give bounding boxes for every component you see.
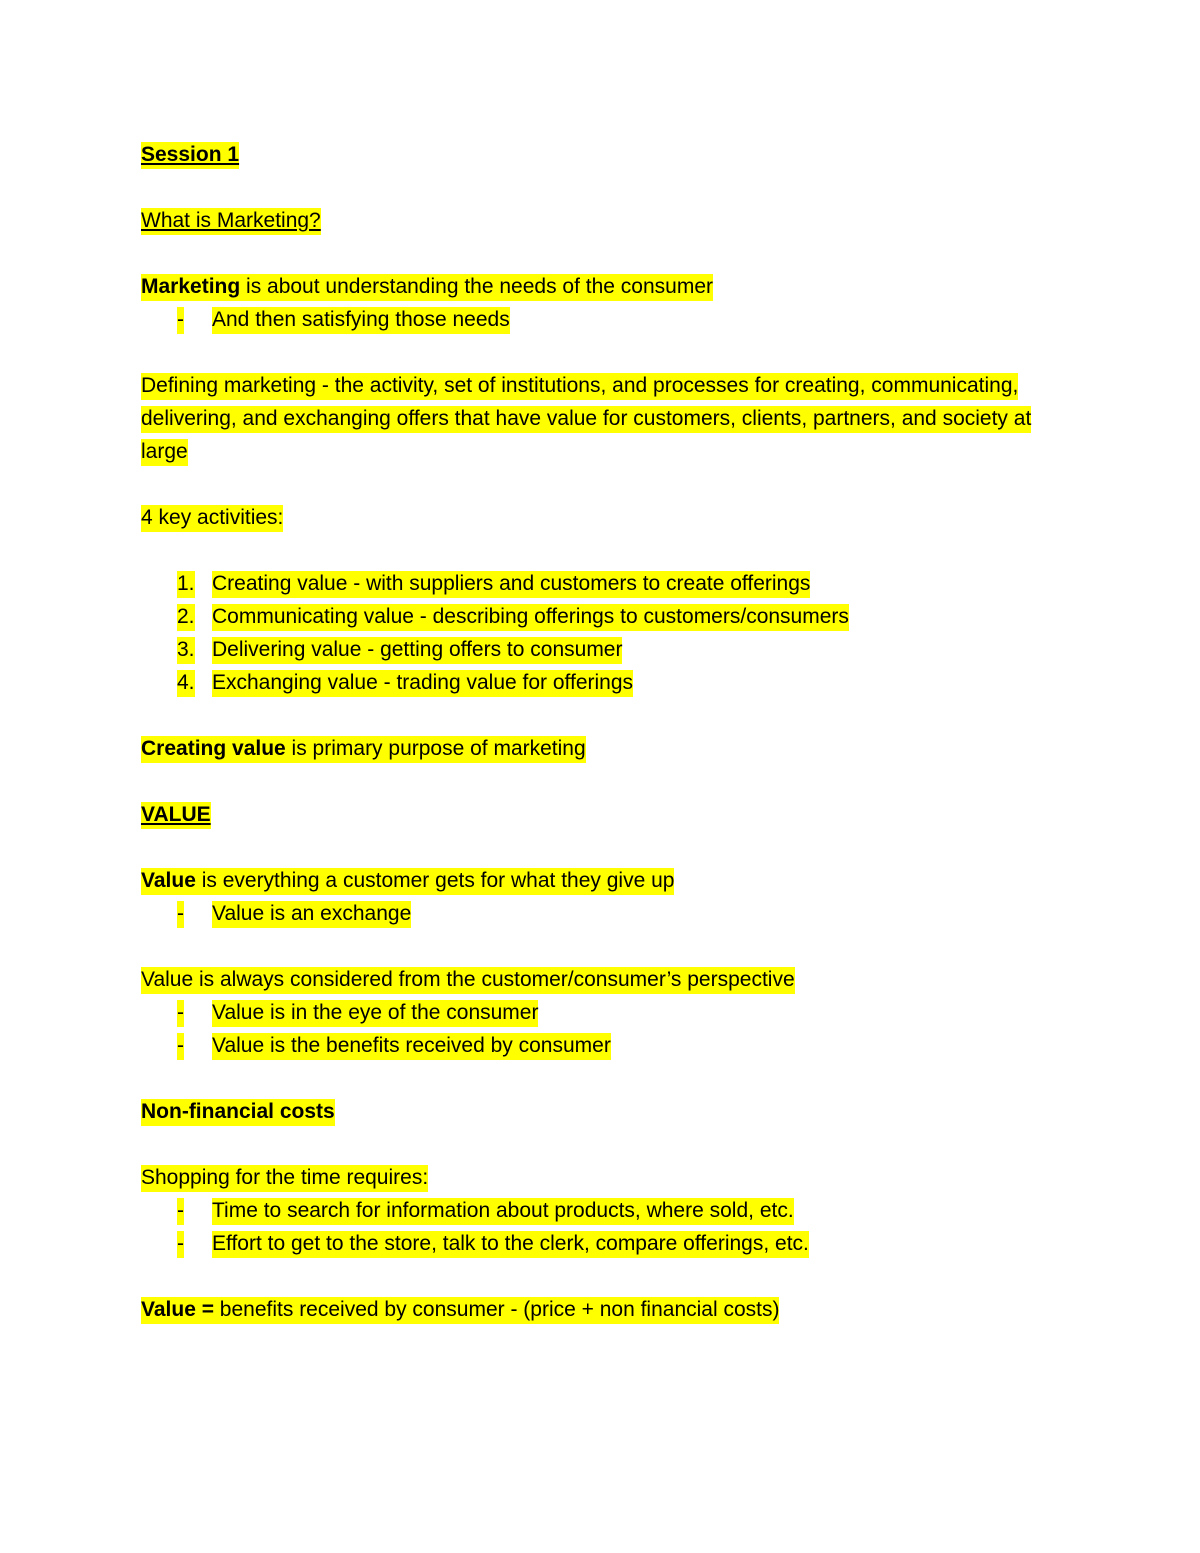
- document-page: [141, 138, 1061, 1326]
- list-item: - Value is an exchange: [177, 897, 1061, 930]
- list-item: 2. Communicating value - describing offerings to customers/consumers: [177, 600, 1061, 633]
- list-item: - Value is the benefits received by consumer: [177, 1029, 1061, 1062]
- value-formula: Value = benefits received by consumer - (price + non financial costs): [141, 1293, 1061, 1326]
- shopping-paragraph: Shopping for the time requires:: [141, 1161, 1061, 1194]
- list-item: - Value is in the eye of the consumer: [177, 996, 1061, 1029]
- defining-marketing-paragraph: Defining marketing - the activity, set of institutions, and processes for creating, communicating, delivering, and exchanging offers that have value for customers, clients, partners, and society at large: [141, 369, 1061, 468]
- marketing-paragraph: Marketing is about understanding the needs of the consumer: [141, 270, 1061, 303]
- list-item: 1. Creating value - with suppliers and customers to create offerings: [177, 567, 1061, 600]
- session-heading: Session 1: [141, 138, 1061, 171]
- what-is-marketing-heading: What is Marketing?: [141, 204, 1061, 237]
- non-financial-costs-heading: Non-financial costs: [141, 1095, 1061, 1128]
- list-item: - Time to search for information about products, where sold, etc.: [177, 1194, 1061, 1227]
- key-activities-heading: 4 key activities:: [141, 501, 1061, 534]
- creating-value-paragraph: Creating value is primary purpose of marketing: [141, 732, 1061, 765]
- list-item: - Effort to get to the store, talk to the clerk, compare offerings, etc.: [177, 1227, 1061, 1260]
- perspective-paragraph: Value is always considered from the customer/consumer’s perspective: [141, 963, 1061, 996]
- list-item: - And then satisfying those needs: [177, 303, 1061, 336]
- value-definition-paragraph: Value is everything a customer gets for what they give up: [141, 864, 1061, 897]
- list-item: 4. Exchanging value - trading value for offerings: [177, 666, 1061, 699]
- value-heading: VALUE: [141, 798, 1061, 831]
- list-item: 3. Delivering value - getting offers to consumer: [177, 633, 1061, 666]
